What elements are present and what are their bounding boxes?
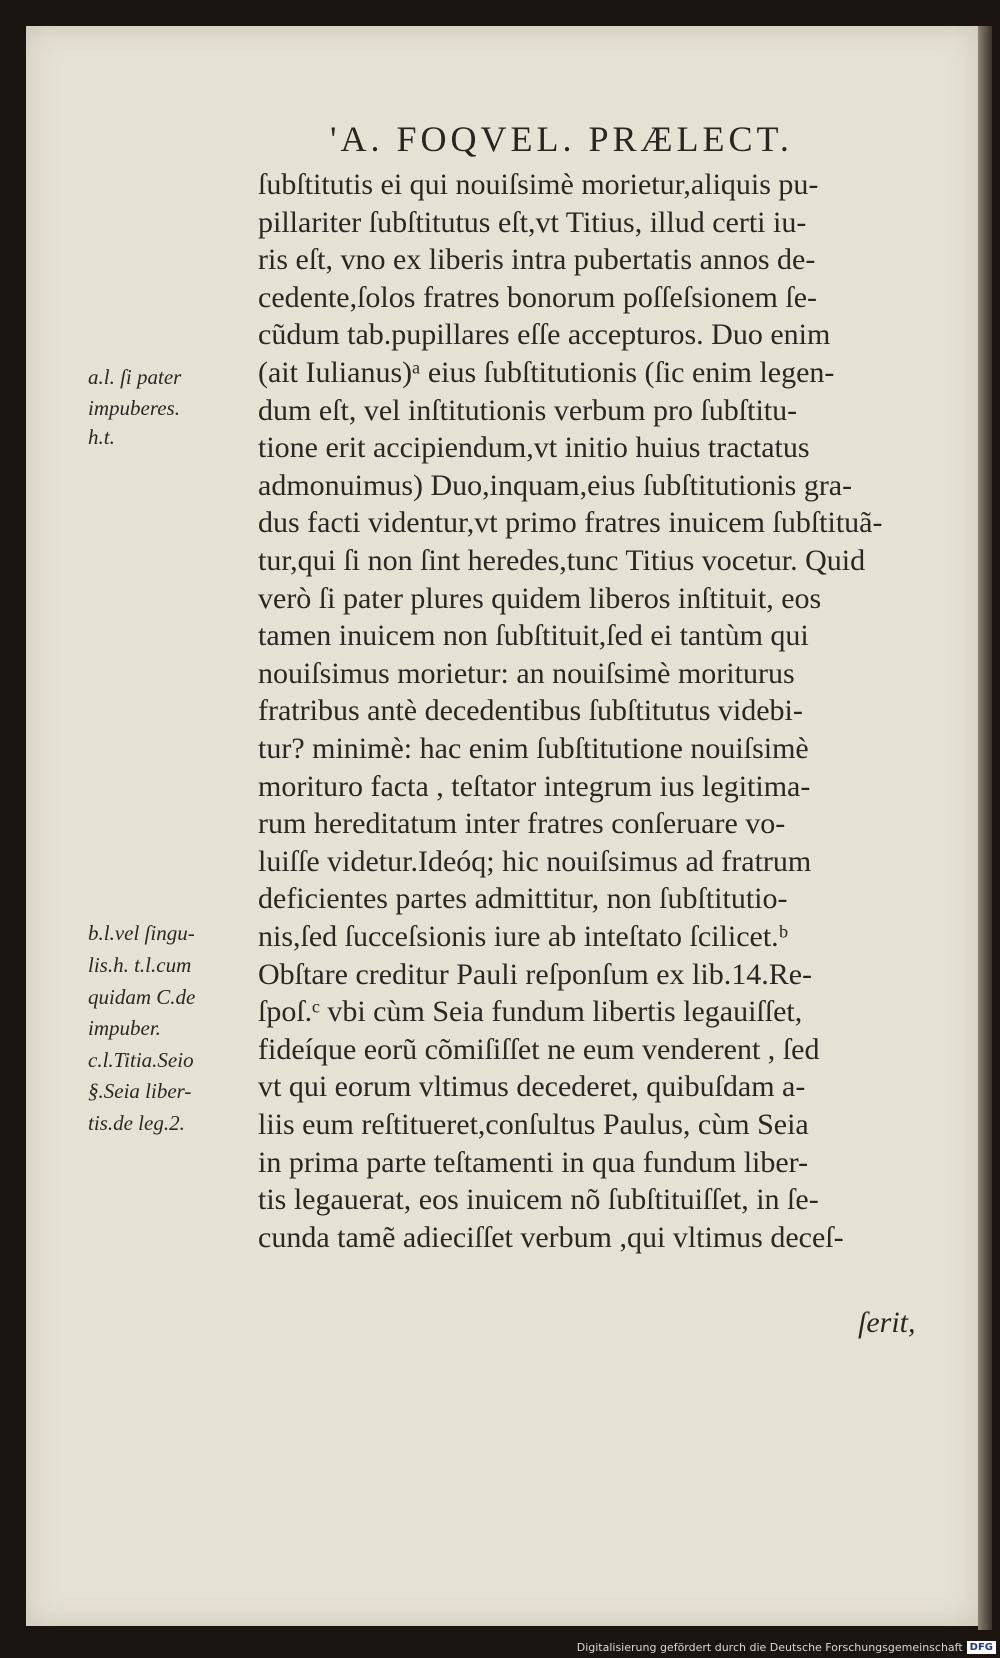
body-line: nis,ſed ſucceſsionis iure ab inteſtato ſcilicet.ᵇ <box>258 920 788 953</box>
body-line: morituro facta , teſtator integrum ius legitima- <box>258 770 811 803</box>
body-line: tione erit accipiendum,vt initio huius tractatus <box>258 431 810 464</box>
margin-note-line: h.t. <box>88 425 115 449</box>
body-line: nouiſsimus morietur: an nouiſsimè moriturus <box>258 657 795 690</box>
margin-note-line: b.l.vel ſingu- <box>88 921 195 945</box>
body-line: tur? minimè: hac enim ſubſtitutione nouiſsimè <box>258 732 809 765</box>
body-line: dum eſt, vel inſtitutionis verbum pro ſubſtitu- <box>258 394 798 427</box>
margin-note-line: §.Seia liber- <box>88 1079 192 1103</box>
body-line: cũdum tab.pupillares eſſe accepturos. Duo enim <box>258 318 831 351</box>
body-line: cedente,ſolos fratres bonorum poſſeſsionem ſe- <box>258 281 817 314</box>
body-line: in prima parte teſtamenti in qua fundum liber- <box>258 1146 809 1179</box>
body-line: vt qui eorum vltimus decederet, quibuſdam a- <box>258 1070 806 1103</box>
body-line: tamen inuicem non ſubſtituit,ſed ei tantùm qui <box>258 619 809 652</box>
margin-note-line: c.l.Titia.Seio <box>88 1048 194 1072</box>
footer-text: Digitalisierung gefördert durch die Deutsche Forschungsgemeinschaft <box>576 1641 963 1654</box>
margin-note-line: quidam C.de <box>88 985 196 1009</box>
body-line: dus facti videntur,vt primo fratres inuicem ſubſtituã- <box>258 506 883 539</box>
body-line: rum hereditatum inter fratres conſeruare vo- <box>258 807 786 840</box>
body-line: ris eſt, vno ex liberis intra pubertatis annos de- <box>258 243 816 276</box>
body-line: (ait Iulianus)ᵃ eius ſubſtitutionis (ſic enim legen- <box>258 356 835 389</box>
body-line: deficientes partes admittitur, non ſubſtitutio- <box>258 882 788 915</box>
body-line: tur,qui ſi non ſint heredes,tunc Titius vocetur. Quid <box>258 544 866 577</box>
body-line: luiſſe videtur.Ideóq; hic nouiſsimus ad fratrum <box>258 845 812 878</box>
body-line: cunda tamẽ adieciſſet verbum ,qui vltimus deceſ- <box>258 1221 844 1254</box>
dfg-logo: DFG <box>967 1641 996 1654</box>
page-edge <box>978 26 992 1630</box>
margin-note-line: impuber. <box>88 1016 161 1040</box>
footer-credit <box>577 1641 996 1654</box>
body-line: fideíque eorũ cõmiſiſſet ne eum venderent , ſed <box>258 1033 820 1066</box>
body-line: ſubſtitutis ei qui nouiſsimè morietur,aliquis pu- <box>258 168 819 201</box>
margin-note-line: a.l. ſi pater <box>88 365 182 389</box>
body-line: fratribus antè decedentibus ſubſtitutus videbi- <box>258 694 803 727</box>
body-line: tis legauerat, eos inuicem nõ ſubſtituiſſet, in ſe- <box>258 1183 819 1216</box>
body-line: liis eum reſtitueret,conſultus Paulus, cùm Seia <box>258 1108 809 1141</box>
body-line: Obſtare creditur Pauli reſponſum ex lib.14.Re- <box>258 958 813 991</box>
margin-note-line: impuberes. <box>88 396 180 420</box>
body-line: admonuimus) Duo,inquam,eius ſubſtitutionis gra- <box>258 469 853 502</box>
body-line: ſpoſ.ᶜ vbi cùm Seia fundum libertis legauiſſet, <box>258 995 803 1028</box>
margin-note-line: tis.de leg.2. <box>88 1111 185 1135</box>
body-line: verò ſi pater plures quidem liberos inſtituit, eos <box>258 582 822 615</box>
body-line: pillariter ſubſtitutus eſt,vt Titius, illud certi iu- <box>258 206 807 239</box>
margin-note-line: lis.h. t.l.cum <box>88 953 192 977</box>
running-head: 'A. FOQVEL. PRÆLECT. <box>330 119 793 159</box>
catchword: ſerit, <box>858 1306 916 1339</box>
